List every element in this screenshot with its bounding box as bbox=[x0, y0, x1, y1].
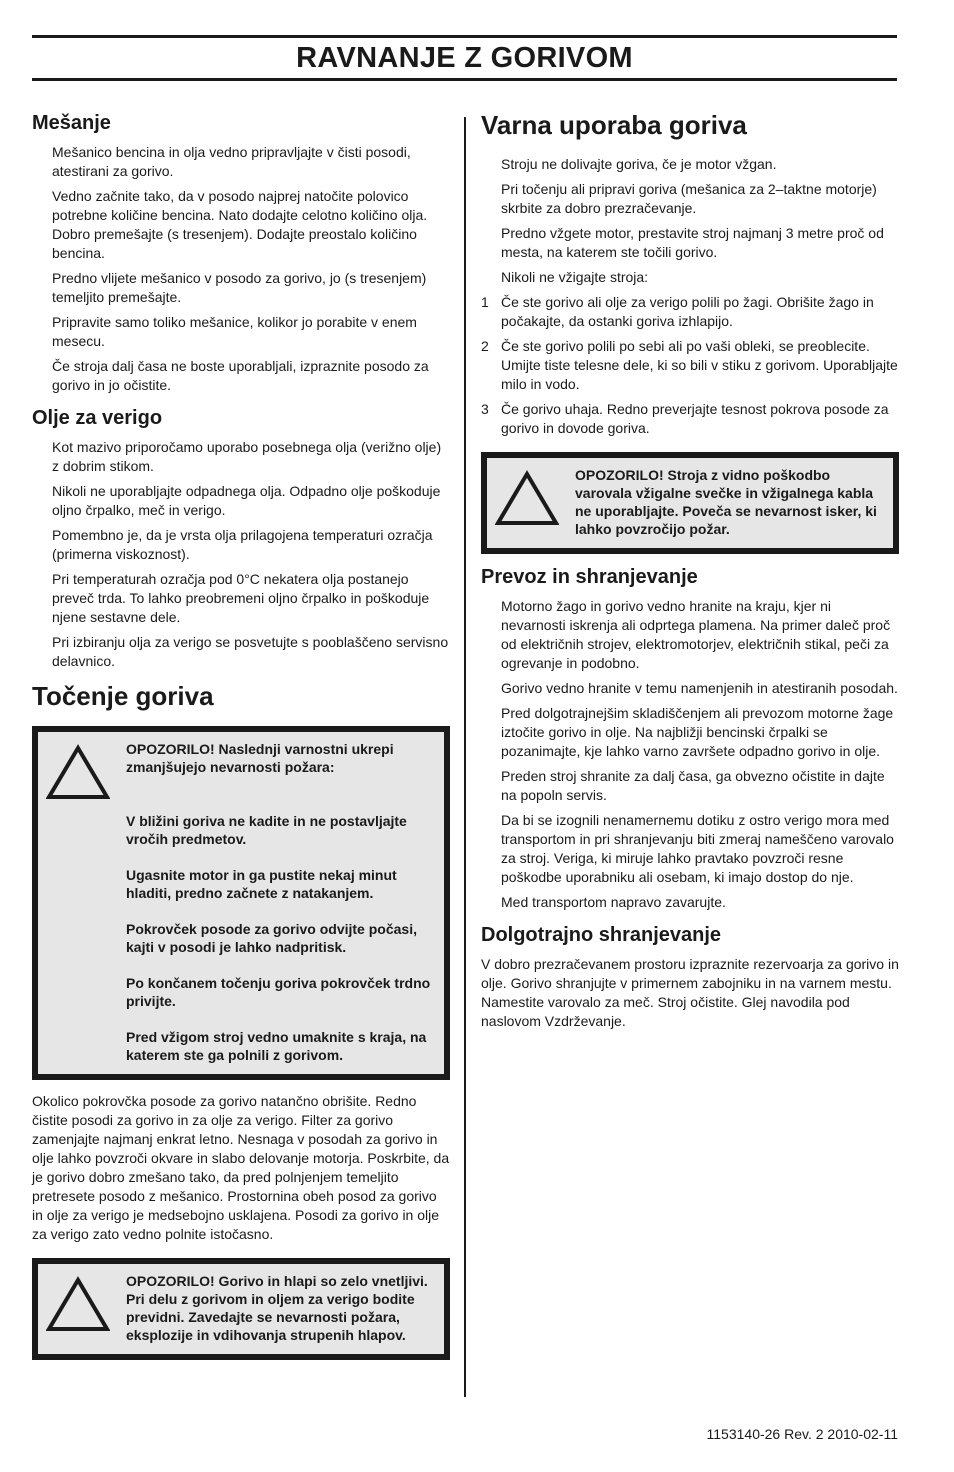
warning-text bbox=[126, 1272, 434, 1344]
section-olje bbox=[32, 407, 450, 671]
paragraph: Med transportom napravo zavarujte. bbox=[501, 894, 726, 910]
numbered-list bbox=[481, 293, 899, 438]
warning-text bbox=[575, 466, 883, 538]
paragraph: Mešanico bencina in olja vedno pripravljajte v čisti posodi, atestirani za gorivo. bbox=[52, 144, 411, 179]
paragraph: Pred dolgotrajnejšim skladiščenjem ali prevozom motorne žage iztočite gorivo in olje. Na najbližji bencinski črpalki se pozanimajte, kje lahko varno završete odpadno gorivo in olje. bbox=[501, 705, 894, 759]
list-number: 1 bbox=[481, 294, 489, 310]
paragraph: Gorivo vedno hranite v temu namenjenih in atestiranih posodah. bbox=[501, 680, 898, 696]
left-column bbox=[32, 108, 450, 1372]
list-item bbox=[481, 337, 899, 394]
paragraph: Da bi se izognili nenamernemu dotiku z ostro verigo mora med transportom in pri shranjevanju biti zmeraj nameščeno varovalo za stroj. Veriga, ki miruje lahko pravtako povzroči resne poškodbe uporabniku ali osebam, ki imajo dostop do nje. bbox=[501, 812, 894, 885]
paragraph: Pomembno je, da je vrsta olja prilagojena temperaturi ozračja (primerna viskoznost). bbox=[52, 527, 433, 562]
list-item bbox=[481, 293, 899, 331]
paragraph: Pripravite samo toliko mešanice, kolikor jo porabite v enem mesecu. bbox=[52, 314, 417, 349]
section-heading: Mešanje bbox=[32, 112, 111, 134]
list-text: Če ste gorivo ali olje za verigo polili po žagi. Obrišite žago in počakajte, da ostanki goriva izhlapijo. bbox=[501, 294, 874, 329]
paragraph: Motorno žago in gorivo vedno hranite na kraju, kjer ni nevarnosti iskrenja ali odprtega plamena. Na primer daleč proč od električnih strojev, elektromotorjev, električnih stikal, peči za ogrevanje in podobno. bbox=[501, 598, 891, 671]
paragraph: Kot mazivo priporočamo uporabo posebnega olja (verižno olje) z dobrim stikom. bbox=[52, 439, 442, 474]
warning-line: OPOZORILO! Stroja z vidno poškodbo varovala vžigalne svečke in vžigalnega kabla ne uporabljajte. Poveča se nevarnost isker, ki lahko povzročijo požar. bbox=[575, 467, 877, 537]
warning-line: OPOZORILO! Naslednji varnostni ukrepi zmanjšujejo nevarnosti požara: bbox=[126, 741, 394, 775]
warning-box bbox=[32, 726, 450, 1080]
warning-line: Ugasnite motor in ga pustite nekaj minut hladiti, predno začnete z natakanjem. bbox=[126, 867, 397, 901]
paragraph: Pri izbiranju olja za verigo se posvetujte s pooblaščeno servisno delavnico. bbox=[52, 634, 449, 669]
warning-box bbox=[481, 452, 899, 554]
paragraph: Če stroja dalj časa ne boste uporabljali, izpraznite posodo za gorivo in jo očistite. bbox=[52, 358, 429, 393]
warning-line: V bližini goriva ne kadite in ne postavljajte vročih predmetov. bbox=[126, 813, 407, 847]
warning-triangle-icon bbox=[495, 470, 559, 538]
paragraph: Okolico pokrovčka posode za gorivo natančno obrišite. Redno čistite posodi za gorivo in za olje za verigo. Filter za gorivo zamenjajte najmanj enkrat letno. Nesnaga v posodah za gorivo in olje lahko povzroči okvare in slabo delovanje motorja. Poskrbite, da je gorivo dobro zmešano tako, da pred polnjenjem temeljito pretresete posodo z mešanico. Prostornina obeh posod za gorivo in olje za verigo je medsebojno usklajena. Posodi za gorivo in olje za verigo zato vedno polnite istočasno. bbox=[32, 1093, 450, 1242]
section-heading: Točenje goriva bbox=[32, 681, 214, 711]
warning-line: OPOZORILO! Gorivo in hlapi so zelo vnetljivi. Pri delu z gorivom in oljem za verigo bodite previdni. Zavedajte se nevarnosti požara, eksplozije in vdihovanja strupenih hlapov. bbox=[126, 1273, 428, 1343]
paragraph: Predno vžgete motor, prestavite stroj najmanj 3 metre proč od mesta, na katerem ste točili gorivo. bbox=[501, 225, 884, 260]
document-id: 1153140-26 Rev. 2 2010-02-11 bbox=[706, 1426, 898, 1442]
column-divider bbox=[464, 117, 466, 1397]
paragraph: Nikoli ne uporabljajte odpadnega olja. Odpadno olje poškoduje oljno črpalko, meč in verigo. bbox=[52, 483, 441, 518]
section-varna bbox=[481, 110, 899, 554]
list-number: 3 bbox=[481, 401, 489, 417]
section-heading: Varna uporaba goriva bbox=[481, 110, 747, 140]
section-heading: Prevoz in shranjevanje bbox=[481, 566, 698, 588]
paragraph: Pri temperaturah ozračja pod 0°C nekatera olja postanejo preveč trda. To lahko preobremeni oljno črpalko in poškoduje njene sestavne dele. bbox=[52, 571, 430, 625]
section-heading: Dolgotrajno shranjevanje bbox=[481, 924, 722, 946]
paragraph: V dobro prezračevanem prostoru izpraznite rezervoarja za gorivo in olje. Gorivo shranjujte v primernem zabojniku in na varnem mestu. Namestite varovalo za meč. Stroj očistite. Glej navodila pod naslovom Vzdrževanje. bbox=[481, 956, 899, 1029]
list-item bbox=[481, 400, 899, 438]
warning-line: Pred vžigom stroj vedno umaknite s kraja, na katerem ste ga polnili z gorivom. bbox=[126, 1029, 427, 1063]
paragraph: Pri točenju ali pripravi goriva (mešanica za 2–taktne motorje) skrbite za dobro prezračevanje. bbox=[501, 181, 877, 216]
warning-triangle-icon bbox=[46, 744, 110, 1064]
paragraph: Stroju ne dolivajte goriva, če je motor vžgan. bbox=[501, 156, 777, 172]
section-mesanje bbox=[32, 112, 450, 395]
warning-line: Pokrovček posode za gorivo odvijte počasi, kajti v posodi je lahko nadpritisk. bbox=[126, 921, 417, 955]
section-heading: Olje za verigo bbox=[32, 407, 163, 429]
section-dolgotrajno bbox=[481, 924, 899, 1031]
page-header bbox=[32, 35, 897, 81]
warning-line: Po končanem točenju goriva pokrovček trdno privijte. bbox=[126, 975, 431, 1009]
list-text: Če ste gorivo polili po sebi ali po vaši obleki, se preoblecite. Umijte tiste telesne dele, ki so bili v stiku z gorivom. Uporabljajte milo in vodo. bbox=[501, 338, 898, 392]
paragraph: Preden stroj shranite za dalj časa, ga obvezno očistite in dajte na popoln servis. bbox=[501, 768, 885, 803]
list-number: 2 bbox=[481, 338, 489, 354]
section-tocenje bbox=[32, 681, 450, 1360]
list-text: Če gorivo uhaja. Redno preverjajte tesnost pokrova posode za gorivo in dovode goriva. bbox=[501, 401, 889, 436]
paragraph: Predno vlijete mešanico v posodo za gorivo, jo (s tresenjem) temeljito premešajte. bbox=[52, 270, 427, 305]
right-column bbox=[481, 108, 899, 1037]
paragraph: Vedno začnite tako, da v posodo najprej natočite polovico potrebne količine bencina. Nato dodajte celotno količino olja. Dobro premešajte (s tresenjem). Dodajte preostalo količino bencina. bbox=[52, 188, 428, 261]
warning-text bbox=[126, 740, 434, 1064]
paragraph: Nikoli ne vžigajte stroja: bbox=[501, 269, 649, 285]
warning-box bbox=[32, 1258, 450, 1360]
warning-triangle-icon bbox=[46, 1276, 110, 1344]
page-title: RAVNANJE Z GORIVOM bbox=[296, 41, 633, 74]
section-prevoz bbox=[481, 566, 899, 912]
